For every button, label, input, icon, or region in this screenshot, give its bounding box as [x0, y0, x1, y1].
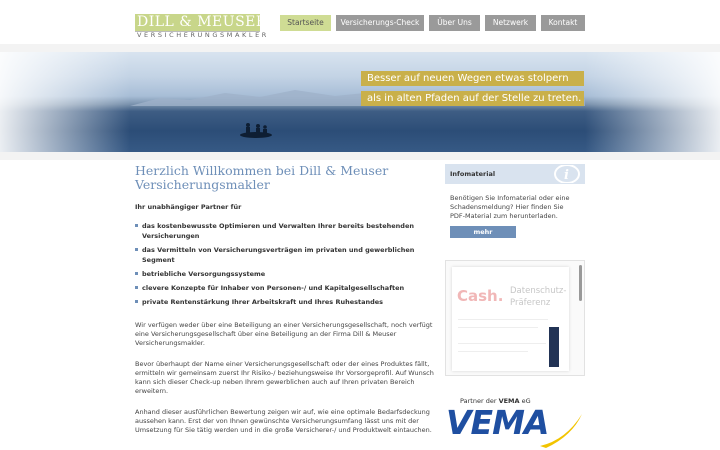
ad-consent-card[interactable]: [452, 267, 569, 371]
ad-text-line: [458, 351, 528, 352]
intro-subhead: Ihr unabhängiger Partner für: [135, 203, 242, 211]
banner-edge-top: [0, 44, 720, 52]
services-list: [135, 221, 435, 307]
ad-text-line: [458, 343, 546, 344]
logo-tagline: VERSICHERUNGSMAKLER: [137, 31, 269, 39]
infomaterial-text: Benötigen Sie Infomaterial oder eine Schadensmeldung? Hier finden Sie PDF-Material zum herunterladen.: [450, 194, 570, 220]
paragraph-assessment: Anhand dieser ausführlichen Bewertung zeigen wir auf, wie eine optimale Bedarfsdeckung aussehen kann. Erst der von Ihnen gewünschte Versicherungsumfang lässt uns mit der Umsetzung für Sie tätig werden und in die große Versicherer-/ und Produktwelt eintauchen.: [135, 408, 432, 434]
nav-item-netzwerk[interactable]: Netzwerk: [485, 15, 536, 31]
list-item: private Rentenstärkung Ihrer Arbeitskraft und Ihres Ruhestandes: [135, 297, 435, 307]
banner-fade-right: [585, 44, 720, 160]
infomaterial-title: Infomaterial: [450, 170, 496, 178]
ad-text-line: [458, 327, 538, 328]
list-item: das Vermitteln von Versicherungsverträgen im privaten und gewerblichen Segment: [135, 245, 435, 265]
more-button[interactable]: mehr: [450, 226, 516, 238]
info-icon: [553, 165, 581, 183]
ad-logo: Cash.: [457, 287, 504, 305]
advertisement-frame[interactable]: [445, 260, 585, 376]
vema-wordmark: VEMA: [446, 403, 549, 442]
banner-edge-bottom: [0, 152, 720, 160]
banner-fade-left: [0, 44, 130, 160]
paragraph-risk-profile: Bevor überhaupt der Name einer Versicherungsgesellschaft oder der eines Produktes fällt, ermitteln wir gemeinsam zuerst Ihr Risiko-/ beziehungsweise Ihr Vorsorgeprofil. Auf Wunsch kann sich dieser Check-up neben Ihrem gewerblichen auch auf Ihren privaten Bereich erweitern.: [135, 360, 434, 395]
ad-text-line: [458, 319, 548, 320]
ad-scrollbar[interactable]: [579, 265, 582, 301]
paragraph-independence: Wir verfügen weder über eine Beteiligung an einer Versicherungsgesellschaft, noch verfügt eine Versicherungsgesellschaft über eine Beteiligung an der Firma Dill & Meuser Versicherungsmakler.: [135, 321, 433, 347]
ad-title: Datenschutz-Präferenz: [510, 286, 567, 308]
main-content: [135, 164, 435, 435]
sidebar: [445, 164, 585, 238]
vema-partner-bold: VEMA: [498, 397, 520, 405]
slogan-line-1: Besser auf neuen Wegen etwas stolpern: [361, 71, 584, 86]
vema-partner-logo[interactable]: [440, 394, 588, 450]
nav-item-startseite[interactable]: Startseite: [280, 15, 331, 31]
page-title: Herzlich Willkommen bei Dill & Meuser Versicherungsmakler: [135, 163, 389, 192]
svg-text:i: i: [564, 168, 569, 183]
vema-swoosh-icon: [536, 410, 586, 450]
list-item: betriebliche Versorgungssysteme: [135, 269, 435, 279]
infomaterial-header: [445, 164, 585, 184]
slogan-line-2: als in alten Pfaden auf der Stelle zu treten.: [361, 91, 584, 106]
list-item: das kostenbewusste Optimieren und Verwalten Ihrer bereits bestehenden Versicherungen: [135, 221, 435, 241]
logo-name: DILL & MEUSER: [137, 14, 267, 30]
nav-item-ueber-uns[interactable]: Über Uns: [429, 15, 480, 31]
nav-item-kontakt[interactable]: Kontakt: [541, 15, 585, 31]
hero-banner: [0, 44, 720, 160]
ad-dark-panel: [549, 327, 559, 367]
nav-item-versicherungs-check[interactable]: Versicherungs-Check: [336, 15, 424, 31]
list-item: clevere Konzepte für Inhaber von Personen-/ und Kapitalgesellschaften: [135, 283, 435, 293]
vema-partner-suffix: eG: [521, 397, 531, 405]
boat-silhouette-icon: [238, 118, 274, 140]
vema-partner-prefix: Partner der: [460, 397, 497, 405]
